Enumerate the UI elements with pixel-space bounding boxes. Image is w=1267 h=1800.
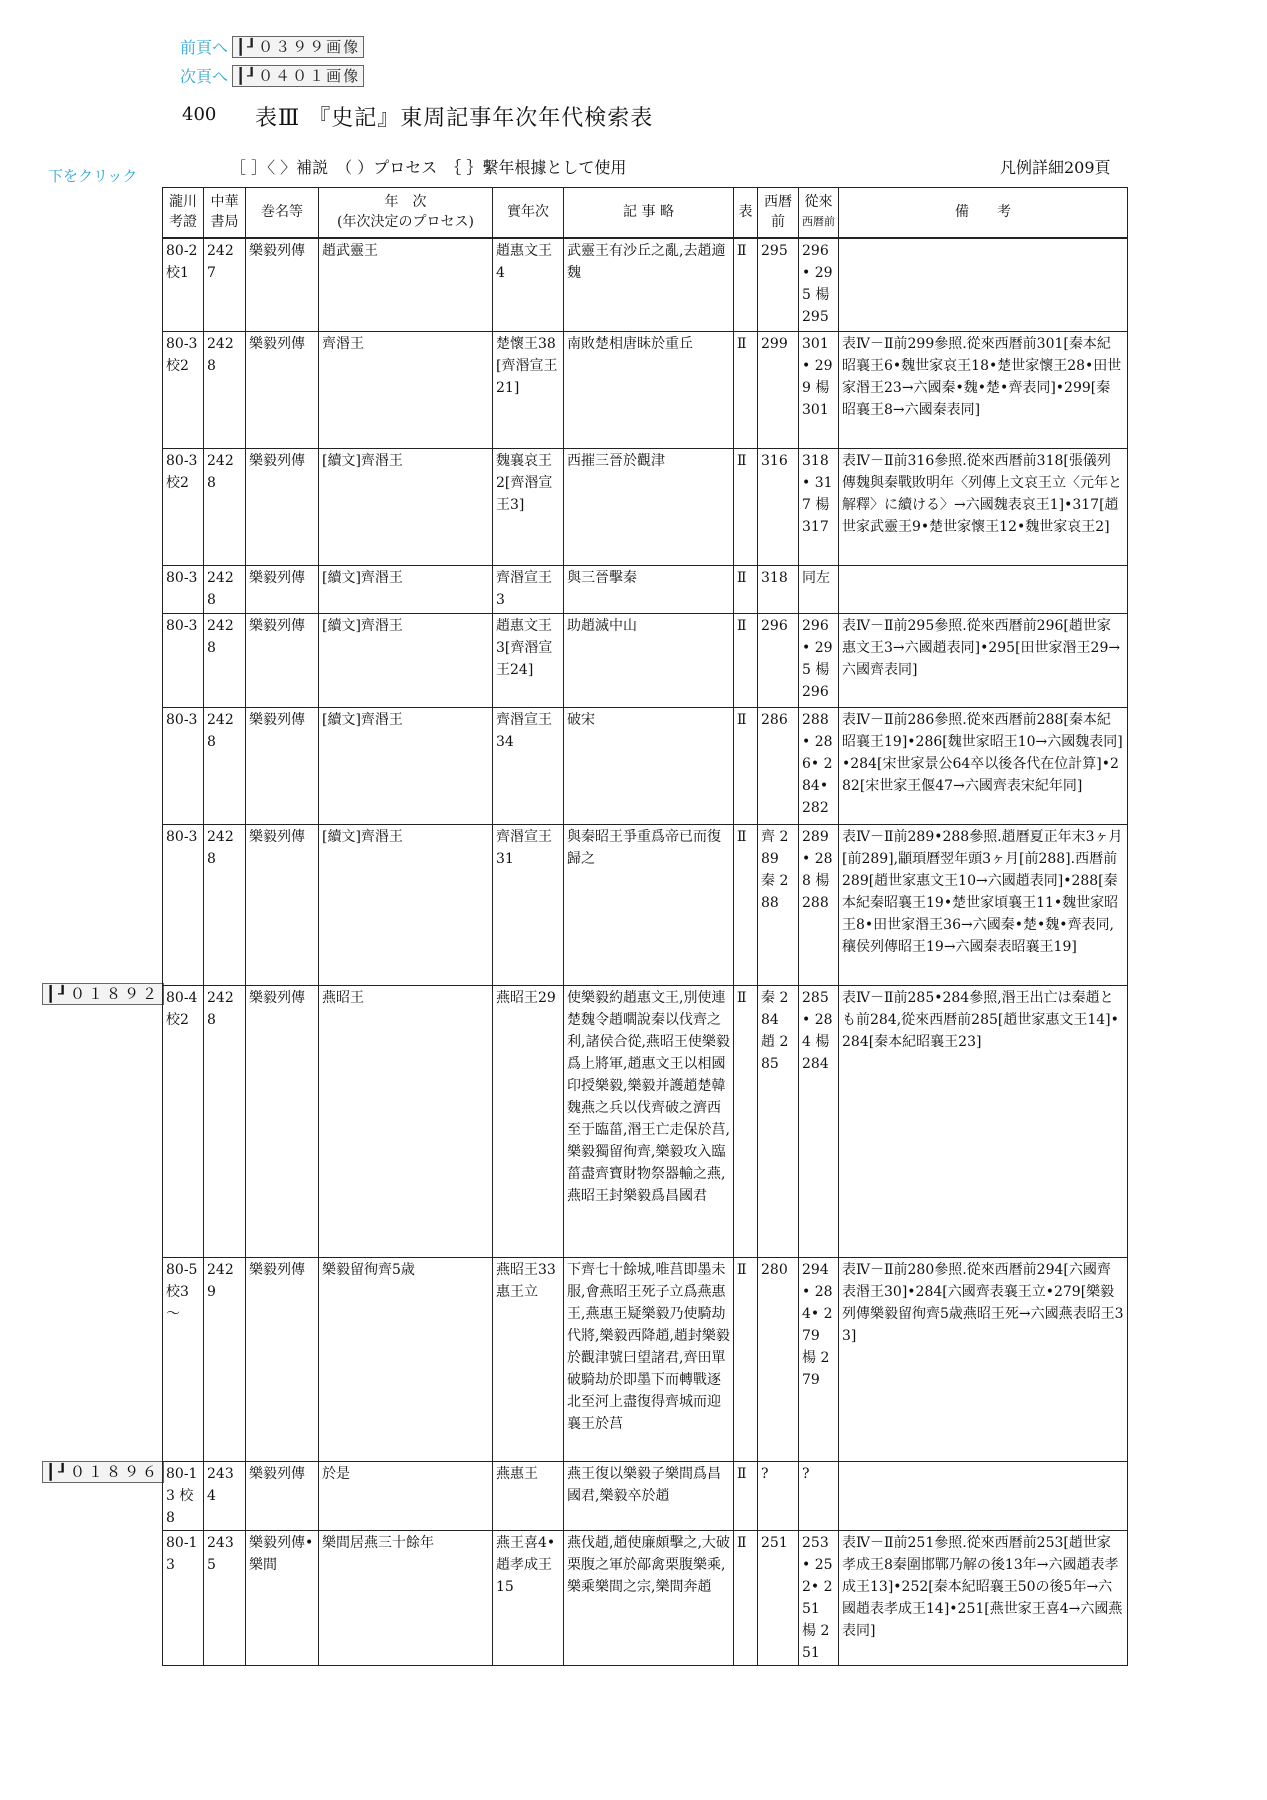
table-row [163, 1531, 1128, 1666]
zhonghua-cell: 2428 [204, 332, 246, 449]
takigawa-cell: 80-3 [163, 708, 204, 825]
prev-page-image-button[interactable]: ┃┚０３９９画像 [232, 36, 364, 58]
year-cell: [續文]齊湣王 [319, 566, 493, 614]
table-row [163, 1462, 1128, 1531]
traditional-bce-cell: 301• 299 楊 301 [799, 332, 839, 449]
table-row [163, 708, 1128, 825]
table-cell: Ⅱ [734, 1462, 758, 1531]
table-cell: Ⅱ [734, 1258, 758, 1462]
page-number: 400 [182, 104, 217, 125]
table-cell: Ⅱ [734, 449, 758, 566]
actual-year-cell: 趙惠文王4 [493, 238, 564, 332]
zhonghua-cell: 2429 [204, 1258, 246, 1462]
summary-cell: 使樂毅約趙惠文王,別使連楚魏令趙嚪說秦以伐齊之利,諸侯合從,燕昭王使樂毅爲上將軍,趙惠文王以相國印授樂毅,樂毅并護趙楚韓魏燕之兵以伐齊破之濟西至于臨菑,湣王亡走保於莒,樂毅獨留徇齊,樂毅攻入臨菑盡齊寶財物祭器輸之燕,燕昭王封樂毅爲昌國君 [564, 986, 734, 1258]
summary-cell: 下齊七十餘城,唯莒即墨未服,會燕昭王死子立爲燕惠王,燕惠王疑樂毅乃使騎劫代將,樂毅西降趙,趙封樂毅於觀津號曰望諸君,齊田單破騎劫於即墨下而轉戰逐北至河上盡復得齊城而迎襄王於莒 [564, 1258, 734, 1462]
header-volume: 巻名等 [246, 188, 319, 238]
summary-cell: 與三晉擊秦 [564, 566, 734, 614]
table-row [163, 449, 1128, 566]
actual-year-cell: 齊湣宣王31 [493, 825, 564, 986]
table-row [163, 986, 1128, 1258]
volume-cell: 樂毅列傳 [246, 449, 319, 566]
table-row [163, 1258, 1128, 1462]
side-image-link-01896[interactable]: ┃┚０１８９６ [42, 1461, 164, 1483]
traditional-bce-cell: 296• 295 楊 296 [799, 614, 839, 708]
zhonghua-cell: 2428 [204, 708, 246, 825]
actual-year-cell: 燕王喜4•趙孝成王15 [493, 1531, 564, 1666]
remarks-cell [839, 566, 1128, 614]
takigawa-cell: 80-13 [163, 1531, 204, 1666]
summary-cell: 破宋 [564, 708, 734, 825]
header-bce: 西暦 前 [758, 188, 799, 238]
takigawa-cell: 80-13 校8 [163, 1462, 204, 1531]
volume-cell: 樂毅列傳•樂間 [246, 1531, 319, 1666]
zhonghua-cell: 2428 [204, 614, 246, 708]
remarks-cell [839, 1462, 1128, 1531]
remarks-cell: 表Ⅳ－Ⅱ前289•288參照.趙曆夏正年末3ヶ月[前289],顓頊曆翌年頭3ヶ月[前288].西暦前289[趙世家惠文王10→六國趙表同]•288[秦本紀秦昭襄王19•楚世家頃襄王11•魏世家昭王8•田世家湣王36→六國秦•楚•魏•齊表同,穰侯列傳昭王19→六國秦表昭襄王19] [839, 825, 1128, 986]
click-hint-link[interactable]: 下をクリック [48, 167, 138, 185]
table-row [163, 332, 1128, 449]
actual-year-cell: 燕昭王33惠王立 [493, 1258, 564, 1462]
zhonghua-cell: 2434 [204, 1462, 246, 1531]
zhonghua-cell: 2428 [204, 986, 246, 1258]
traditional-bce-cell: 同左 [799, 566, 839, 614]
bce-cell: 秦 284 趙 285 [758, 986, 799, 1258]
side-image-link-01892[interactable]: ┃┚０１８９２ [42, 983, 164, 1005]
chronology-table [162, 187, 1128, 1666]
zhonghua-cell: 2428 [204, 566, 246, 614]
next-page-label: 次頁へ [180, 67, 229, 86]
table-cell: Ⅱ [734, 238, 758, 332]
year-cell: [續文]齊湣王 [319, 708, 493, 825]
takigawa-cell: 80-3 校2 [163, 332, 204, 449]
table-row [163, 566, 1128, 614]
volume-cell: 樂毅列傳 [246, 1258, 319, 1462]
takigawa-cell: 80-3 [163, 825, 204, 986]
actual-year-cell: 齊湣宣王34 [493, 708, 564, 825]
takigawa-cell: 80-5 校3～ [163, 1258, 204, 1462]
volume-cell: 樂毅列傳 [246, 332, 319, 449]
header-zhonghua: 中華 書局 [204, 188, 246, 238]
traditional-bce-cell: 294• 284• 279 楊 279 [799, 1258, 839, 1462]
summary-cell: 西摧三晉於觀津 [564, 449, 734, 566]
volume-cell: 樂毅列傳 [246, 238, 319, 332]
table-cell: Ⅱ [734, 708, 758, 825]
summary-cell: 南敗楚相唐眛於重丘 [564, 332, 734, 449]
zhonghua-cell: 2428 [204, 449, 246, 566]
table-header-row [163, 188, 1128, 238]
remarks-cell [839, 238, 1128, 332]
prev-page-nav [180, 35, 364, 58]
header-takigawa: 瀧川 考證 [163, 188, 204, 238]
bce-cell: 286 [758, 708, 799, 825]
header-traditional-bce: 從來 西暦前 [799, 188, 839, 238]
takigawa-cell: 80-2 校1 [163, 238, 204, 332]
legend-text: ［ ］〈 〉補説 （ ）プロセス ｛ ｝繫年根據として使用 [230, 158, 627, 177]
bce-cell: 齊 289 秦 288 [758, 825, 799, 986]
bce-cell: 296 [758, 614, 799, 708]
bce-cell: 316 [758, 449, 799, 566]
bce-cell: 318 [758, 566, 799, 614]
traditional-bce-cell: ? [799, 1462, 839, 1531]
volume-cell: 樂毅列傳 [246, 708, 319, 825]
traditional-bce-cell: 318• 317 楊 317 [799, 449, 839, 566]
actual-year-cell: 楚懷王38 [齊湣宣王21] [493, 332, 564, 449]
actual-year-cell: 齊湣宣王3 [493, 566, 564, 614]
year-cell: 齊湣王 [319, 332, 493, 449]
takigawa-cell: 80-4 校2 [163, 986, 204, 1258]
actual-year-cell: 魏襄哀王2[齊湣宣王3] [493, 449, 564, 566]
year-cell: 於是 [319, 1462, 493, 1531]
takigawa-cell: 80-3 [163, 614, 204, 708]
takigawa-cell: 80-3 校2 [163, 449, 204, 566]
remarks-cell: 表Ⅳ－Ⅱ前285•284參照,湣王出亡は秦趙とも前284,從來西暦前285[趙世家惠文王14]•284[秦本紀昭襄王23] [839, 986, 1128, 1258]
page-title: 表Ⅲ 『史記』東周記事年次年代検索表 [255, 106, 654, 131]
header-actual-year: 實年次 [493, 188, 564, 238]
year-cell: 樂間居燕三十餘年 [319, 1531, 493, 1666]
legend-reference: 凡例詳細209頁 [1000, 158, 1111, 177]
remarks-cell: 表Ⅳ－Ⅱ前280參照.從來西暦前294[六國齊表湣王30]•284[六國齊表襄王立•279[樂毅列傳樂毅留徇齊5歳燕昭王死→六國燕表昭王33] [839, 1258, 1128, 1462]
bce-cell: ? [758, 1462, 799, 1531]
header-remarks: 備 考 [839, 188, 1128, 238]
table-row [163, 614, 1128, 708]
year-cell: 趙武靈王 [319, 238, 493, 332]
year-cell: [續文]齊湣王 [319, 614, 493, 708]
traditional-bce-cell: 253• 252• 251 楊 251 [799, 1531, 839, 1666]
summary-cell: 與秦昭王爭重爲帝已而復歸之 [564, 825, 734, 986]
year-cell: 樂毅留徇齊5歳 [319, 1258, 493, 1462]
volume-cell: 樂毅列傳 [246, 825, 319, 986]
table-cell: Ⅱ [734, 1531, 758, 1666]
takigawa-cell: 80-3 [163, 566, 204, 614]
table-cell: Ⅱ [734, 566, 758, 614]
remarks-cell: 表Ⅳ－Ⅱ前286參照.從來西暦前288[秦本紀昭襄王19]•286[魏世家昭王10→六國魏表同]•284[宋世家景公64卒以後各代在位計算]•282[宋世家王偃47→六國齊表宋紀年同] [839, 708, 1128, 825]
summary-cell: 武靈王有沙丘之亂,去趙適魏 [564, 238, 734, 332]
table-cell: Ⅱ [734, 332, 758, 449]
traditional-bce-cell: 285• 284 楊 284 [799, 986, 839, 1258]
remarks-cell: 表Ⅳ－Ⅱ前251參照.從來西暦前253[趙世家孝成王8秦圍邯鄲乃解の後13年→六國趙表孝成王13]•252[秦本紀昭襄王50の後5年→六國趙表孝成王14]•251[燕世家王喜4→六國燕表同] [839, 1531, 1128, 1666]
remarks-cell: 表Ⅳ－Ⅱ前295參照.從來西暦前296[趙世家惠文王3→六國趙表同]•295[田世家湣王29→六國齊表同] [839, 614, 1128, 708]
next-page-image-button[interactable]: ┃┚０４０１画像 [232, 65, 364, 87]
zhonghua-cell: 2427 [204, 238, 246, 332]
table-row [163, 825, 1128, 986]
table-row [163, 238, 1128, 332]
prev-page-label: 前頁へ [180, 38, 229, 57]
year-cell: 燕昭王 [319, 986, 493, 1258]
summary-cell: 燕伐趙,趙使廉頗擊之,大破栗腹之軍於鄗禽栗腹樂乘,樂乘樂間之宗,樂間奔趙 [564, 1531, 734, 1666]
header-year: 年 次 (年次決定のプロセス) [319, 188, 493, 238]
volume-cell: 樂毅列傳 [246, 614, 319, 708]
zhonghua-cell: 2428 [204, 825, 246, 986]
table-cell: Ⅱ [734, 614, 758, 708]
header-summary: 記 事 略 [564, 188, 734, 238]
bce-cell: 280 [758, 1258, 799, 1462]
zhonghua-cell: 2435 [204, 1531, 246, 1666]
remarks-cell: 表Ⅳ－Ⅱ前316參照.從來西暦前318[張儀列傳魏與秦戰敗明年〈列傳上文哀王立〈元年と解釋〉に續ける〉→六國魏表哀王1]•317[趙世家武靈王9•楚世家懷王12•魏世家哀王2] [839, 449, 1128, 566]
bce-cell: 299 [758, 332, 799, 449]
summary-cell: 燕王復以樂毅子樂間爲昌國君,樂毅卒於趙 [564, 1462, 734, 1531]
volume-cell: 樂毅列傳 [246, 566, 319, 614]
actual-year-cell: 燕昭王29 [493, 986, 564, 1258]
volume-cell: 樂毅列傳 [246, 986, 319, 1258]
next-page-nav [180, 64, 364, 87]
year-cell: [續文]齊湣王 [319, 825, 493, 986]
traditional-bce-cell: 288• 286• 284• 282 [799, 708, 839, 825]
header-table: 表 [734, 188, 758, 238]
actual-year-cell: 趙惠文王3[齊湣宣王24] [493, 614, 564, 708]
remarks-cell: 表Ⅳ－Ⅱ前299參照.從來西暦前301[秦本紀昭襄王6•魏世家哀王18•楚世家懷王28•田世家湣王23→六國秦•魏•楚•齊表同]•299[秦昭襄王8→六國秦表同] [839, 332, 1128, 449]
table-cell: Ⅱ [734, 825, 758, 986]
table-cell: Ⅱ [734, 986, 758, 1258]
traditional-bce-cell: 289• 288 楊 288 [799, 825, 839, 986]
bce-cell: 295 [758, 238, 799, 332]
year-cell: [續文]齊湣王 [319, 449, 493, 566]
summary-cell: 助趙滅中山 [564, 614, 734, 708]
bce-cell: 251 [758, 1531, 799, 1666]
volume-cell: 樂毅列傳 [246, 1462, 319, 1531]
traditional-bce-cell: 296• 295 楊 295 [799, 238, 839, 332]
actual-year-cell: 燕惠王 [493, 1462, 564, 1531]
